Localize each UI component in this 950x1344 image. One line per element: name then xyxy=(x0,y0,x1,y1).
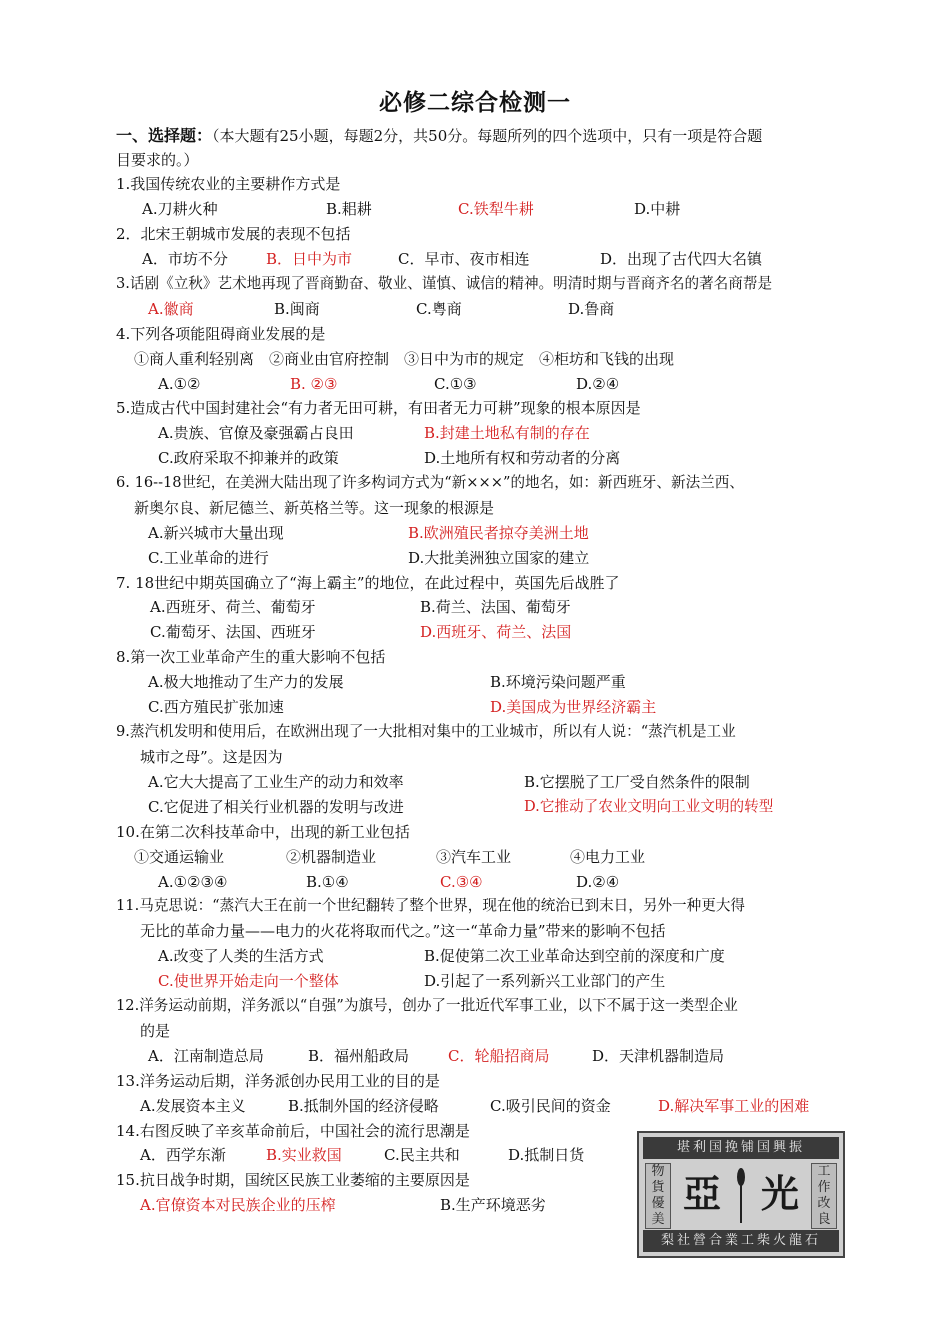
q10-item-1: ①交通运输业 xyxy=(134,848,225,866)
q5-stem: 5.造成古代中国封建社会“有力者无田可耕，有田者无力可耕”现象的根本原因是 xyxy=(116,399,641,417)
q3-option-d: D.鲁商 xyxy=(568,300,615,318)
q10-item-4: ④电力工业 xyxy=(570,848,646,866)
q9-stem: 9.蒸汽机发明和使用后，在欧洲出现了一大批相对集中的工业城市，所以有人说：“蒸汽机是工业 xyxy=(116,723,736,740)
q11-option-d: D.引起了一系列新兴工业部门的产生 xyxy=(424,972,666,990)
stamp-top-text: 堪利国挽铺国興振 xyxy=(643,1137,839,1159)
q9-stem-cont: 城市之母”。这是因为 xyxy=(140,748,283,766)
q6-stem: 6. 16--18世纪，在美洲大陆出现了许多构词方式为“新×××”的地名，如：新西班牙、新法兰西、 xyxy=(116,474,744,491)
q12-option-b: B．福州船政局 xyxy=(308,1047,410,1065)
page-title: 必修二综合检测一 xyxy=(379,90,571,116)
q6-option-c: C.工业革命的进行 xyxy=(148,549,269,567)
q3-option-c: C.粤商 xyxy=(416,300,462,318)
q12-option-c: C．轮船招商局 xyxy=(448,1047,550,1065)
q11-option-b: B.促使第二次工业革命达到空前的深度和广度 xyxy=(424,947,725,965)
q1-option-c: C.铁犁牛耕 xyxy=(458,200,534,218)
stamp-right-text: 工作改良 xyxy=(811,1163,837,1229)
q14-option-d: D.抵制日货 xyxy=(508,1146,585,1164)
q14-option-b: B.实业救国 xyxy=(266,1146,342,1164)
q5-option-d: D.土地所有权和劳动者的分离 xyxy=(424,449,621,467)
q2-stem: 2．北宋王朝城市发展的表现不包括 xyxy=(116,225,351,243)
q6-option-a: A.新兴城市大量出现 xyxy=(148,524,284,542)
q5-option-c: C.政府采取不抑兼并的政策 xyxy=(158,449,339,467)
q12-stem: 12.洋务运动前期，洋务派以“自强”为旗号，创办了一批近代军事工业，以下不属于这一类型企业 xyxy=(116,997,738,1014)
section-label: 一、选择题： xyxy=(116,126,213,145)
q11-option-c: C.使世界开始走向一个整体 xyxy=(158,972,339,990)
q9-option-a: A.它大大提高了工业生产的动力和效率 xyxy=(148,773,404,791)
q11-stem-cont: 无比的革命力量——电力的火花将取而代之。”这一“革命力量”带来的影响不包括 xyxy=(140,922,666,940)
q14-stem: 14.右图反映了辛亥革命前后，中国社会的流行思潮是 xyxy=(116,1122,470,1140)
q13-option-a: A.发展资本主义 xyxy=(140,1097,246,1115)
q10-item-2: ②机器制造业 xyxy=(286,848,377,866)
q10-option-b: B.①④ xyxy=(306,873,349,891)
q13-option-c: C.吸引民间的资金 xyxy=(490,1097,611,1115)
section-header xyxy=(116,126,762,146)
q5-option-b: B.封建土地私有制的存在 xyxy=(424,424,590,442)
q8-option-b: B.环境污染问题严重 xyxy=(490,673,626,691)
q8-option-d: D.美国成为世界经济霸主 xyxy=(490,698,657,716)
q9-option-b: B.它摆脱了工厂受自然条件的限制 xyxy=(524,773,750,791)
q13-stem: 13.洋务运动后期，洋务派创办民用工业的目的是 xyxy=(116,1072,440,1090)
q2-option-a: A．市坊不分 xyxy=(142,250,228,268)
q1-stem: 1.我国传统农业的主要耕作方式是 xyxy=(116,175,341,193)
q4-option-b: B. ②③ xyxy=(290,375,338,393)
q1-option-d: D.中耕 xyxy=(634,200,681,218)
q5-option-a: A.贵族、官僚及豪强霸占良田 xyxy=(158,424,354,442)
q6-option-d: D.大批美洲独立国家的建立 xyxy=(408,549,590,567)
q4-items: ①商人重利轻别离 ②商业由官府控制 ③日中为市的规定 ④柜坊和飞钱的出现 xyxy=(134,350,675,368)
q3-option-b: B.闽商 xyxy=(274,300,320,318)
q14-option-a: A．西学东渐 xyxy=(140,1146,226,1164)
q10-option-d: D.②④ xyxy=(576,873,620,891)
q11-stem: 11.马克思说：“蒸汽大王在前一个世纪翻转了整个世界，现在他的统治已到末日，另外一种更大得 xyxy=(116,897,746,914)
q3-option-a: A.徽商 xyxy=(148,300,194,318)
q2-option-c: C．早市、夜市相连 xyxy=(398,250,530,268)
q8-stem: 8.第一次工业革命产生的重大影响不包括 xyxy=(116,648,386,666)
q4-option-a: A.①② xyxy=(158,375,201,393)
q14-option-c: C.民主共和 xyxy=(384,1146,460,1164)
q13-option-d: D.解决军事工业的困难 xyxy=(658,1097,810,1115)
q1-option-b: B.耜耕 xyxy=(326,200,372,218)
q1-option-a: A.刀耕火种 xyxy=(142,200,218,218)
q12-stem-cont: 的是 xyxy=(140,1022,171,1040)
q7-option-b: B.荷兰、法国、葡萄牙 xyxy=(420,598,571,616)
q3-stem: 3.话剧《立秋》艺术地再现了晋商勤奋、敬业、谨慎、诚信的精神。明清时期与晋商齐名的著名商帮是 xyxy=(116,275,773,292)
q8-option-a: A.极大地推动了生产力的发展 xyxy=(148,673,344,691)
q7-option-a: A.西班牙、荷兰、葡萄牙 xyxy=(150,598,316,616)
q10-stem: 10.在第二次科技革命中，出现的新工业包括 xyxy=(116,823,410,841)
q6-option-b: B.欧洲殖民者掠夺美洲土地 xyxy=(408,524,589,542)
section-note: （本大题有25小题，每题2分，共50分。每题所列的四个选项中，只有一项是符合题 xyxy=(212,127,763,145)
q6-stem-cont: 新奥尔良、新尼德兰、新英格兰等。这一现象的根源是 xyxy=(134,499,495,517)
q7-stem: 7. 18世纪中期英国确立了“海上霸主”的地位，在此过程中，英国先后战胜了 xyxy=(116,574,620,592)
stamp-char-2: 光 xyxy=(760,1171,799,1216)
q2-option-b: B．日中为市 xyxy=(266,250,353,268)
q15-option-b: B.生产环境恶劣 xyxy=(440,1196,546,1214)
q4-option-d: D.②④ xyxy=(576,375,620,393)
trademark-stamp-image xyxy=(637,1131,845,1258)
q2-option-d: D．出现了古代四大名镇 xyxy=(600,250,763,268)
q7-option-c: C.葡萄牙、法国、西班牙 xyxy=(150,623,316,641)
q4-stem: 4.下列各项能阻碍商业发展的是 xyxy=(116,325,326,343)
q9-option-d: D.它推动了农业文明向工业文明的转型 xyxy=(524,798,774,815)
q10-option-a: A.①②③④ xyxy=(158,873,228,891)
q11-option-a: A.改变了人类的生活方式 xyxy=(158,947,324,965)
q15-option-a: A.官僚资本对民族企业的压榨 xyxy=(140,1196,336,1214)
q10-option-c: C.③④ xyxy=(440,873,483,891)
stamp-bottom-text: 梨社營合業工柴火龍石 xyxy=(643,1230,839,1252)
q12-option-d: D．天津机器制造局 xyxy=(592,1047,725,1065)
section-note-cont: 目要求的。） xyxy=(116,151,199,169)
stamp-left-text: 物貨優美 xyxy=(645,1163,671,1229)
torch-icon xyxy=(735,1165,747,1225)
q12-option-a: A．江南制造总局 xyxy=(148,1047,264,1065)
q13-option-b: B.抵制外国的经济侵略 xyxy=(288,1097,439,1115)
stamp-char-1: 亞 xyxy=(683,1171,722,1216)
q9-option-c: C.它促进了相关行业机器的发明与改进 xyxy=(148,798,404,816)
q4-option-c: C.①③ xyxy=(434,375,477,393)
q10-item-3: ③汽车工业 xyxy=(436,848,512,866)
q15-stem: 15.抗日战争时期，国统区民族工业萎缩的主要原因是 xyxy=(116,1171,470,1189)
q7-option-d: D.西班牙、荷兰、法国 xyxy=(420,623,572,641)
q8-option-c: C.西方殖民扩张加速 xyxy=(148,698,284,716)
